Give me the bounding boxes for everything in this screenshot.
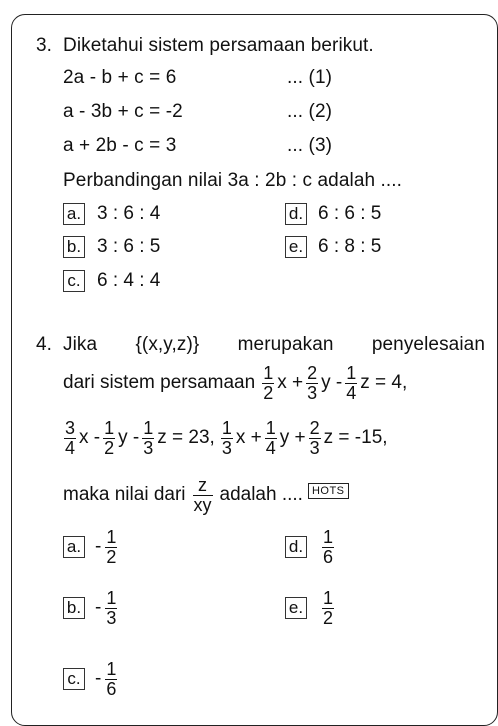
q4-eq3-term3: z = -15, [323, 427, 388, 448]
q4-number: 4. [36, 334, 53, 355]
q3-option-a-text[interactable]: 3 : 6 : 4 [97, 203, 161, 224]
q4-eq3-term1: x + [235, 427, 262, 448]
q3-option-e-letter[interactable]: e. [285, 236, 307, 258]
q4-line1: Jika {(x,y,z)} merupakan penyelesaian [63, 334, 485, 355]
hots-badge: HOTS [308, 483, 349, 499]
q4-option-c-value[interactable]: - $\frac{1}{6}$ [95, 658, 117, 699]
q4-option-c-letter[interactable]: c. [63, 668, 85, 690]
q4-eq3-term2: y + [279, 427, 306, 448]
q4-target-frac: $\frac{z}{xy}$ [193, 474, 212, 515]
q3-stem: Diketahui sistem persamaan berikut. [63, 35, 374, 56]
q4-option-b-value[interactable]: - $\frac{1}{3}$ [95, 587, 117, 628]
q3-option-e-text[interactable]: 6 : 8 : 5 [318, 236, 382, 257]
q4-option-e-letter[interactable]: e. [285, 597, 307, 619]
q3-option-c-text[interactable]: 6 : 4 : 4 [97, 270, 161, 291]
q4-option-b-sign: - [95, 597, 102, 618]
q4-eq2-term1: x - [79, 427, 101, 448]
q4-eq2-term3: z = 23, [157, 427, 215, 448]
q3-equation-1: 2a - b + c = 6 [63, 67, 177, 88]
q4-option-a-letter[interactable]: a. [63, 536, 85, 558]
q4-equation-1-line [63, 358, 407, 408]
q4-option-e-value[interactable]: $\frac{1}{2}$ [323, 587, 334, 628]
q3-option-b-letter[interactable]: b. [63, 236, 85, 258]
q4-eq1-frac1: $\frac{1}{2}$ [263, 362, 274, 403]
q4-eq2-frac2: $\frac{1}{2}$ [104, 417, 115, 458]
q3-equation-3-ref: ... (3) [287, 135, 333, 156]
q4-line2-prefix: dari sistem persamaan [63, 372, 256, 393]
q4-eq1-frac3: $\frac{1}{4}$ [346, 362, 357, 403]
q3-equation-2: a - 3b + c = -2 [63, 101, 183, 122]
q3-option-a-letter[interactable]: a. [63, 203, 85, 225]
q3-option-c-letter[interactable]: c. [63, 270, 85, 292]
q4-option-b-letter[interactable]: b. [63, 597, 85, 619]
q4-option-a-sign: - [95, 536, 102, 557]
q4-eq1-term3: z = 4, [360, 372, 408, 393]
q4-eq1-term1: x + [277, 372, 304, 393]
q4-eq1-frac2: $\frac{2}{3}$ [307, 362, 318, 403]
q4-eq3-frac1: $\frac{1}{3}$ [221, 417, 232, 458]
q3-equation-1-ref: ... (1) [287, 67, 333, 88]
q4-option-d-letter[interactable]: d. [285, 536, 307, 558]
q4-eq2-frac3: $\frac{1}{3}$ [143, 417, 154, 458]
q4-eq2-frac1: $\frac{3}{4}$ [65, 417, 76, 458]
q4-eq2-term2: y - [118, 427, 140, 448]
q4-option-c-sign: - [95, 668, 102, 689]
q3-equation-3: a + 2b - c = 3 [63, 135, 177, 156]
q4-eq3-frac3: $\frac{2}{3}$ [309, 417, 320, 458]
q4-equation-2-3-line [63, 413, 388, 463]
q4-eq3-frac2: $\frac{1}{4}$ [265, 417, 276, 458]
q3-question: Perbandingan nilai 3a : 2b : c adalah .... [63, 170, 403, 191]
q4-line4-suffix: adalah .... [219, 484, 303, 505]
q4-eq1-term2: y - [321, 372, 343, 393]
q3-equation-2-ref: ... (2) [287, 101, 333, 122]
q4-line4-prefix: maka nilai dari [63, 484, 186, 505]
q4-question-line [63, 470, 349, 520]
q4-option-d-value[interactable]: $\frac{1}{6}$ [323, 526, 334, 567]
q3-option-d-text[interactable]: 6 : 6 : 5 [318, 203, 382, 224]
q3-number: 3. [36, 35, 53, 56]
q3-option-b-text[interactable]: 3 : 6 : 5 [97, 236, 161, 257]
q4-option-a-value[interactable]: - $\frac{1}{2}$ [95, 526, 117, 567]
q3-option-d-letter[interactable]: d. [285, 203, 307, 225]
